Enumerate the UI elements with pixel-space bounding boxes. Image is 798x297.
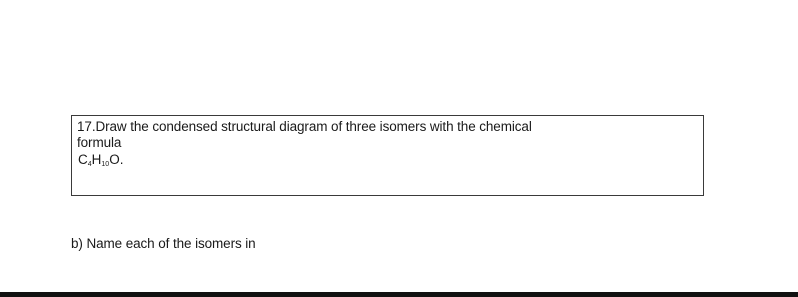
chemical-formula [78, 152, 697, 168]
part-b-prompt: b) Name each of the isomers in [71, 236, 256, 251]
bottom-divider-bar [0, 292, 798, 297]
question-box [71, 115, 704, 196]
formula-carbon: C [78, 152, 88, 167]
formula-carbon-subscript: 4 [87, 161, 92, 168]
question-text-line-2: formula [77, 135, 122, 150]
formula-hydrogen: H [91, 152, 102, 167]
question-text-line-1: 17.Draw the condensed structural diagram of three isomers with the chemical [77, 119, 532, 134]
formula-period: . [119, 152, 124, 167]
formula-hydrogen-subscript: 10 [101, 161, 110, 168]
formula-oxygen: O [109, 152, 120, 167]
